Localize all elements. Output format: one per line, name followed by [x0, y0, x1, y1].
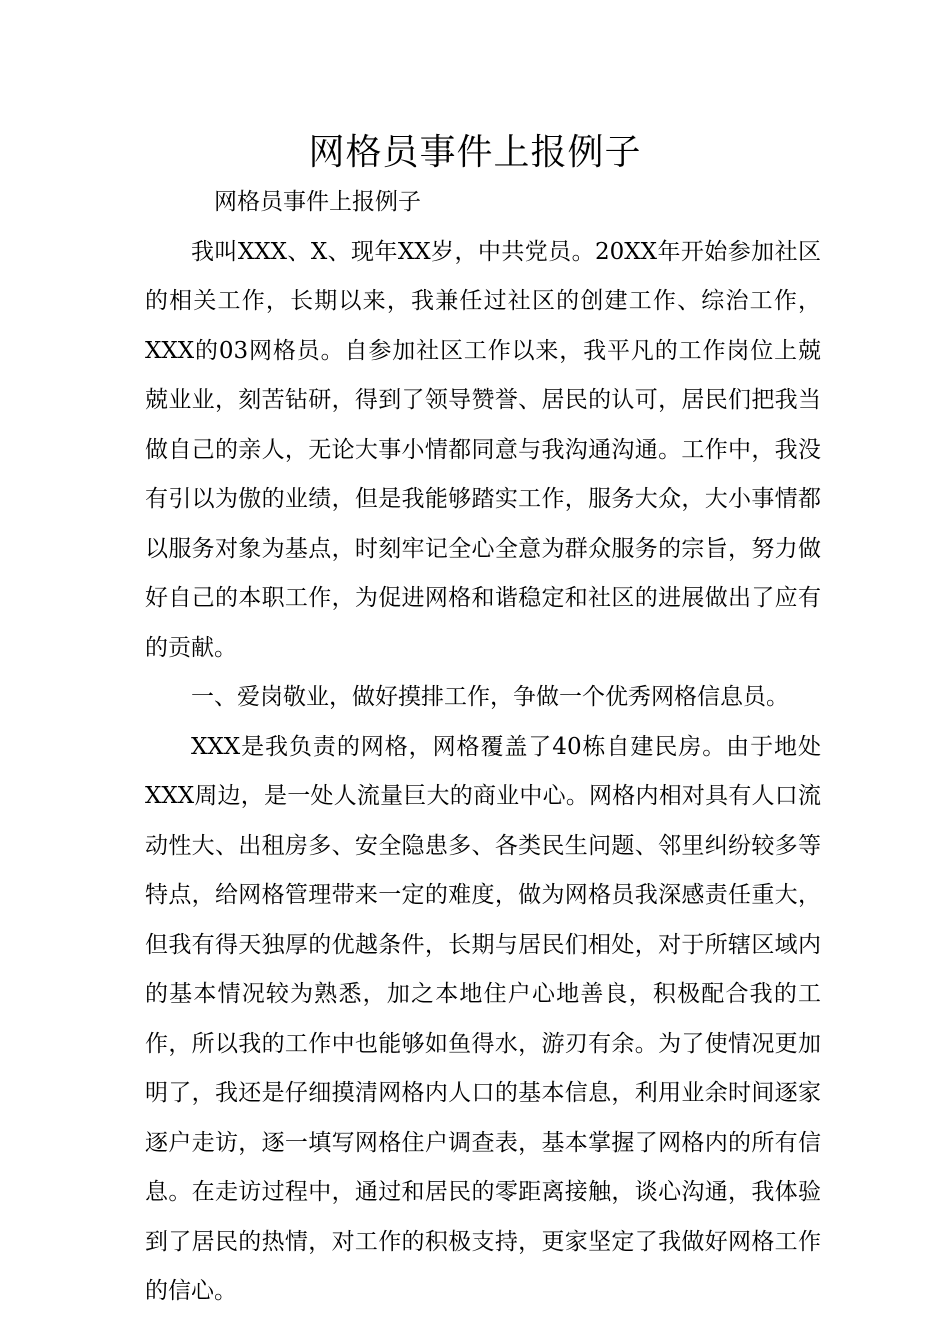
paragraph-section-heading: 一、爱岗敬业，做好摸排工作，争做一个优秀网格信息员。	[191, 684, 789, 710]
paragraph-intro: 我叫XXX、X、现年XX岁，中共党员。20XX年开始参加社区的相关工作，长期以来，我兼任过社区的创建工作、综治工作，XXX的03网格员。自参加社区工作以来，我平凡的工作岗位上兢兢业业，刻苦钻研，得到了领导赞誉、居民的认可，居民们把我当做自己的亲人，无论大事小情都同意与我沟通沟通。工作中，我没有引以为傲的业绩，但是我能够踏实工作，服务大众，大小事情都以服务对象为基点，时刻牢记全心全意为群众服务的宗旨，努力做好自己的本职工作，为促进网格和谐稳定和社区的进展做出了应有的贡献。	[145, 238, 821, 661]
document-subtitle: 网格员事件上报例子	[214, 189, 421, 215]
document-body	[145, 178, 821, 1317]
paragraph-grid-description: XXX是我负责的网格，网格覆盖了40栋自建民房。由于地处XXX周边，是一处人流量巨大的商业中心。网格内相对具有人口流动性大、出租房多、安全隐患多、各类民生问题、邻里纠纷较多等特点，给网格管理带来一定的难度，做为网格员我深感责任重大，但我有得天独厚的优越条件，长期与居民们相处，对于所辖区域内的基本情况较为熟悉，加之本地住户心地善良，积极配合我的工作，所以我的工作中也能够如鱼得水，游刃有余。为了使情况更加明了，我还是仔细摸清网格内人口的基本信息，利用业余时间逐家逐户走访，逐一填写网格住户调查表，基本掌握了网格内的所有信息。在走访过程中，通过和居民的零距离接触，谈心沟通，我体验到了居民的热情，对工作的积极支持，更家坚定了我做好网格工作的信心。	[145, 733, 821, 1304]
document-title: 网格员事件上报例子	[308, 132, 642, 173]
